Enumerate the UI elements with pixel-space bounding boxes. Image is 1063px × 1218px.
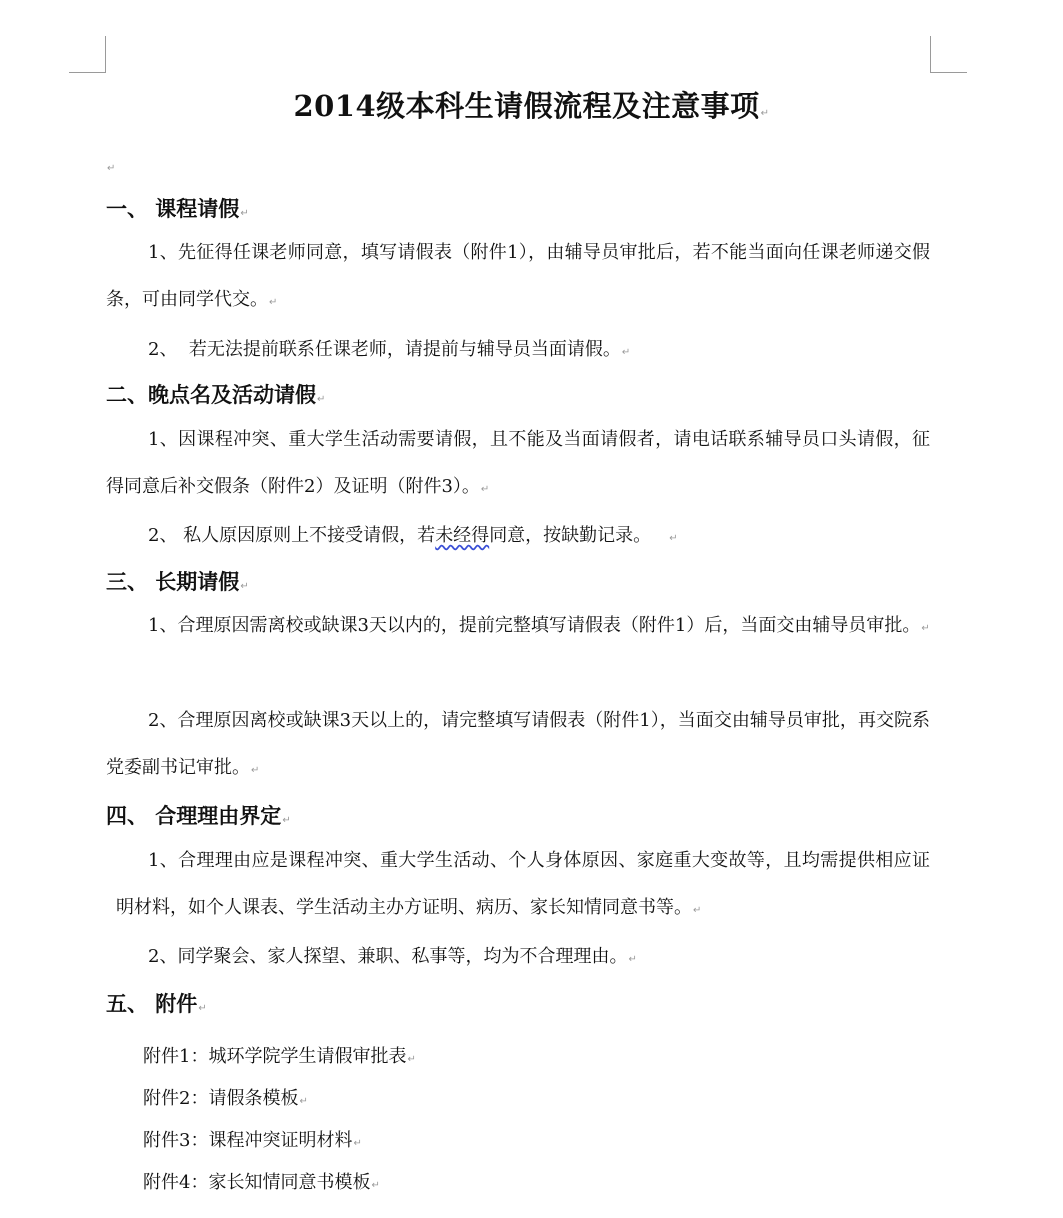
section-heading-valid-reasons: 四、 合理理由界定↵ [106,800,291,830]
paragraph-mark-icon [481,484,489,495]
section-2-item-1: 1、因课程冲突、重大学生活动需要请假，且不能及当面请假者，请电话联系辅导员口头请假，征得同意后补交假条（附件2）及证明（附件3）。↵ [106,416,930,513]
paragraph-mark-icon [198,1003,206,1014]
document-title [0,84,1063,125]
spellcheck-flagged-text: 未经得 [435,525,490,546]
paragraph-mark-icon [299,1096,307,1107]
section-3-item-1: 1、合理原因需离校或缺课3天以内的，提前完整填写请假表（附件1）后，当面交由辅导员审批。↵ [106,602,930,652]
attachment-item-4: 附件4：家长知情同意书模板↵ [143,1168,380,1194]
paragraph-mark-icon [107,163,115,174]
section-heading-long-term-leave: 三、 长期请假↵ [106,566,249,596]
attachment-item-1: 附件1：城环学院学生请假审批表↵ [143,1042,416,1068]
section-1-item-1: 1、先征得任课老师同意，填写请假表（附件1），由辅导员审批后，若不能当面向任课老师递交假条，可由同学代交。↵ [106,229,930,326]
paragraph-mark-icon [628,954,636,965]
section-4-item-2: 2、同学聚会、家人探望、兼职、私事等，均为不合理理由。↵ [148,942,637,968]
section-2-item-2: 2、 私人原因原则上不接受请假，若未经得同意，按缺勤记录。↵ [148,521,678,547]
document-title-text: 2014级本科生请假流程及注意事项 [293,89,760,123]
empty-paragraph [106,156,115,175]
paragraph-mark-icon [921,623,929,634]
section-heading-roll-call-activity-leave: 二、晚点名及活动请假↵ [106,379,325,409]
section-3-item-2: 2、合理原因离校或缺课3天以上的，请完整填写请假表（附件1），当面交由辅导员审批，再交院系党委副书记审批。↵ [106,697,930,794]
section-4-item-1: 1、合理理由应是课程冲突、重大学生活动、个人身体原因、家庭重大变故等，且均需提供相应证明材料，如个人课表、学生活动主办方证明、病历、家长知情同意书等。↵ [116,837,930,934]
paragraph-mark-icon [282,815,290,826]
paragraph-mark-icon [240,581,248,592]
attachment-item-2: 附件2：请假条模板↵ [143,1084,308,1110]
paragraph-mark-icon [353,1138,361,1149]
page-corner-mark-top-right [930,36,967,73]
paragraph-mark-icon [669,533,677,544]
paragraph-mark-icon [269,297,277,308]
paragraph-mark-icon [317,394,325,405]
page-corner-mark-top-left [69,36,106,73]
attachment-item-3: 附件3：课程冲突证明材料↵ [143,1126,362,1152]
paragraph-mark-icon [622,347,630,358]
paragraph-mark-icon [371,1180,379,1191]
paragraph-mark-icon [240,208,248,219]
paragraph-mark-icon [761,108,770,119]
section-1-item-2: 2、 若无法提前联系任课老师，请提前与辅导员当面请假。↵ [148,335,630,361]
paragraph-mark-icon [407,1054,415,1065]
section-heading-course-leave: 一、 课程请假↵ [106,193,249,223]
paragraph-mark-icon [693,905,701,916]
paragraph-mark-icon [251,765,259,776]
section-heading-attachments: 五、 附件↵ [106,988,207,1018]
